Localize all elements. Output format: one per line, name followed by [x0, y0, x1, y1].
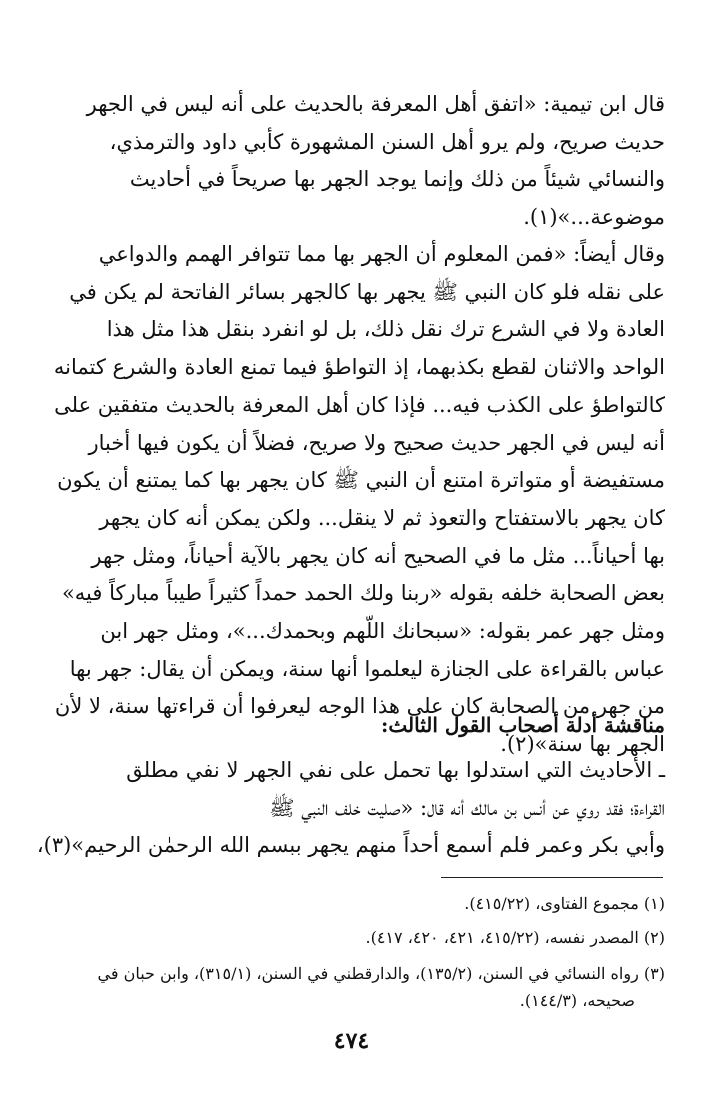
- text-line: موضوعة...»(١).: [523, 205, 665, 230]
- text-line: ـ الأحاديث التي استدلوا بها تحمل على نفي الجهر لا نفي مطلق: [126, 758, 665, 782]
- text-line: بها أحياناً... مثل ما في الصحيح أنه كان يجهر بالآية أحياناً، ومثل جهر: [91, 543, 665, 568]
- text-line: كان يجهر بالاستفتاح والتعوذ ثم لا ينقل... ولكن يمكن أنه كان يجهر: [99, 505, 665, 530]
- section-heading: [40, 707, 665, 744]
- text-line: حديث صريح، ولم يرو أهل السنن المشهورة كأبي داود والترمذي،: [109, 129, 665, 154]
- text-line: قال ابن تيمية: «اتفق أهل المعرفة بالحديث على أنه ليس في الجهر: [86, 92, 665, 116]
- text-line: على نقله فلو كان النبي ﷺ يجهر بها كالجهر بسائر الفاتحة لم يكن في: [69, 279, 665, 304]
- text-line: من جهر من الصحابة كان على هذا الوجه ليعرفوا أن قراءتها سنة، لا لأن: [54, 694, 665, 719]
- text-line: وأبي بكر وعمر فلم أسمع أحداً منهم يجهر ببسم الله الرحمٰن الرحيم»(٣)،: [36, 833, 665, 858]
- text-line: الواحد والاثنان لقطع بكذبهما، إذ التواطؤ فيما تمنع العادة والشرع كتمانه: [53, 355, 665, 380]
- text-line: عباس بالقراءة على الجنازة ليعلموا أنها سنة، ويمكن أن يقال: جهر بها: [69, 656, 665, 681]
- footnote-1: (١) مجموع الفتاوى، (٤١٥/٢٢).: [464, 894, 665, 913]
- text-line: مستفيضة أو متواترة امتنع أن النبي ﷺ كان يجهر بها كما يمتنع أن يكون: [57, 468, 665, 493]
- text-line: ومثل جهر عمر بقوله: «سبحانك اللّهم وبحمدك...»، ومثل جهر ابن: [100, 619, 665, 644]
- text-line: والنسائي شيئاً من ذلك وإنما يوجد الجهر بها صريحاً في أحاديث: [129, 167, 665, 192]
- footnote-3-continuation: صحيحه، (١٤٤/٣).: [519, 991, 635, 1010]
- paragraph-hadith-discussion: [36, 752, 665, 865]
- footnote-separator: [441, 877, 663, 878]
- text-line: القراءة؛ فقد روي عن أنس بن مالك أنه قال: «صليت خلف النبي ﷺ: [269, 795, 665, 820]
- text-line: كالتواطؤ على الكذب فيه... فإذا كان أهل المعرفة بالحديث متفقين على: [54, 392, 665, 417]
- text-line: وقال أيضاً: «فمن المعلوم أن الجهر بها مما تتوافر الهمم والدواعي: [98, 242, 665, 266]
- heading-third-opinion-discussion: مناقشة أدلة أصحاب القول الثالث:: [381, 713, 665, 737]
- paragraph-also-said: [40, 236, 665, 764]
- text-line: العادة ولا في الشرع ترك نقل ذلك، بل لو انفرد بنقل هذا مثل هذا: [106, 317, 665, 342]
- text-line: بعض الصحابة خلفه بقوله «ربنا ولك الحمد حمداً كثيراً طيباً مباركاً فيه»: [61, 581, 665, 606]
- page-number: ٤٧٤: [333, 1028, 370, 1054]
- footnote-2: (٢) المصدر نفسه، (٤١٥/٢٢، ٤٢١، ٤٢٠، ٤١٧).: [365, 928, 665, 947]
- paragraph-ibn-taymiyyah-quote: [40, 86, 665, 237]
- footnote-3: (٣) رواه النسائي في السنن، (١٣٥/٢)، والدارقطني في السنن، (٣١٥/١)، وابن حبان في: [97, 964, 665, 983]
- text-line: الجهر بها سنة»(٢).: [500, 732, 665, 757]
- text-line: أنه ليس في الجهر حديث صحيح ولا صريح، فضلاً أن يكون فيها أخبار: [88, 430, 665, 455]
